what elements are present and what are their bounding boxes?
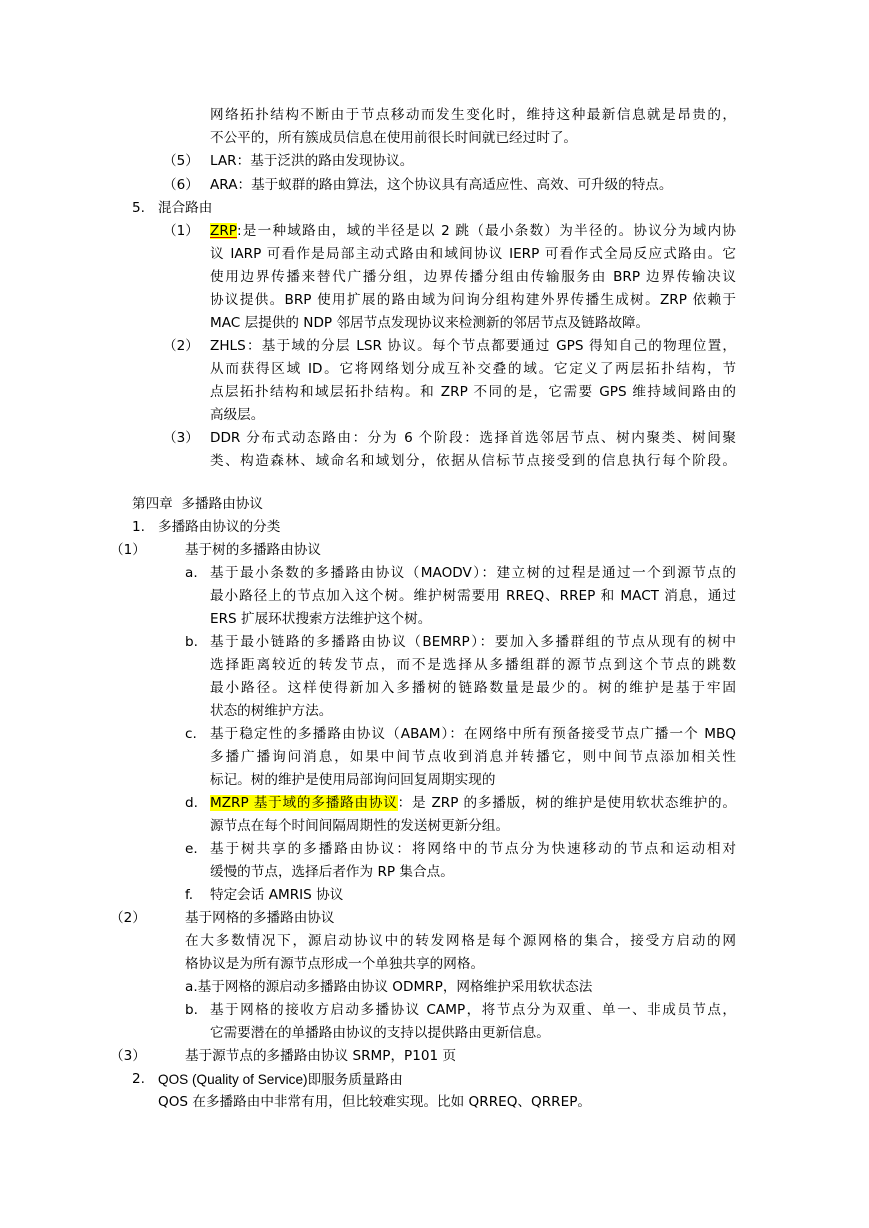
paragraph-line: 多播广播询问消息，如果中间节点收到消息并转播它，则中间节点添加相关性 bbox=[210, 749, 736, 765]
paragraph-line: 点层拓扑结构和域层拓扑结构。和 ZRP 不同的是，它需要 GPS 维持域间路由的 bbox=[210, 384, 736, 400]
list-letter: f. bbox=[185, 887, 194, 903]
paragraph-line: 缓慢的节点，选择后者作为 RP 集合点。 bbox=[210, 864, 454, 880]
paragraph-line: 源节点在每个时间间隔周期性的发送树更新分组。 bbox=[210, 818, 510, 834]
paragraph-line: 标记。树的维护是使用局部询问回复周期实现的 bbox=[210, 772, 496, 788]
section-number: 5. bbox=[132, 200, 145, 216]
list-number: （2） bbox=[110, 910, 146, 926]
list-letter: b. bbox=[185, 634, 198, 650]
paragraph-line: 网络拓扑结构不断由于节点移动而发生变化时，维持这种最新信息就是昂贵的， bbox=[210, 107, 736, 123]
paragraph-line: 类、构造森林、域命名和域划分，依据从信标节点接受到的信息执行每个阶段。 bbox=[210, 453, 736, 469]
paragraph-line: 状态的树维护方法。 bbox=[210, 703, 333, 719]
section-number: 2. bbox=[132, 1071, 145, 1087]
list-number: （1） bbox=[110, 542, 146, 558]
paragraph-line: 特定会话 AMRIS 协议 bbox=[210, 887, 344, 903]
list-number: （3） bbox=[163, 430, 199, 446]
paragraph-line: DDR 分布式动态路由：分为 6 个阶段：选择首选邻居节点、树内聚类、树间聚 bbox=[210, 430, 736, 446]
list-item-lar: LAR：基于泛洪的路由发现协议。 bbox=[210, 153, 414, 169]
paragraph-line: 议 IARP 可看作是局部主动式路由和域间协议 IERP 可看作式全局反应式路由。它 bbox=[210, 246, 736, 262]
paragraph-line: 在大多数情况下，源启动协议中的转发网格是每个源网格的集合，接受方启动的网 bbox=[185, 933, 736, 949]
mzrp-highlight: MZRP 基于域的多播路由协议 bbox=[210, 795, 398, 811]
list-number: （6） bbox=[163, 177, 199, 193]
paragraph-line: 基于稳定性的多播路由协议（ABAM）：在网络中所有预备接受节点广播一个 MBQ bbox=[210, 726, 736, 742]
section-heading: 混合路由 bbox=[158, 200, 213, 216]
paragraph-line: 不公平的，所有簇成员信息在使用前很长时间就已经过时了。 bbox=[210, 130, 578, 146]
chapter-heading: 第四章 多播路由协议 bbox=[132, 496, 263, 512]
paragraph-line: ERS 扩展环状搜索方法维护这个树。 bbox=[210, 611, 432, 627]
list-letter: d. bbox=[185, 795, 198, 811]
list-number: （2） bbox=[163, 338, 199, 354]
paragraph-line: QOS 在多播路由中非常有用，但比较难实现。比如 QRREQ、QRREP。 bbox=[158, 1094, 591, 1110]
section-heading: QOS (Quality of Service)即服务质量路由 bbox=[158, 1072, 403, 1087]
paragraph-line: 高级层。 bbox=[210, 407, 265, 423]
paragraph-line: 基于最小条数的多播路由协议（MAODV）：建立树的过程是通过一个到源节点的 bbox=[210, 565, 736, 581]
list-letter: c. bbox=[185, 726, 197, 742]
paragraph-line: a.基于网格的源启动多播路由协议 ODMRP，网格维护采用软状态法 bbox=[185, 979, 593, 995]
paragraph-line: 基于网格的接收方启动多播协议 CAMP，将节点分为双重、单一、非成员节点， bbox=[210, 1002, 736, 1018]
subsection-heading: 基于源节点的多播路由协议 SRMP，P101 页 bbox=[185, 1048, 457, 1064]
paragraph-line: 使用边界传播来替代广播分组，边界传播分组由传输服务由 BRP 边界传输决议 bbox=[210, 269, 736, 285]
mzrp-rest: ：是 ZRP 的多播版，树的维护是使用软状态维护的。 bbox=[397, 795, 736, 811]
subsection-heading: 基于树的多播路由协议 bbox=[185, 542, 321, 558]
list-letter: e. bbox=[185, 841, 198, 857]
zrp-first-line bbox=[210, 220, 736, 243]
list-letter: a. bbox=[185, 565, 198, 581]
paragraph-line: MAC 层提供的 NDP 邻居节点发现协议来检测新的邻居节点及链路故障。 bbox=[210, 315, 650, 331]
paragraph-line: 协议提供。BRP 使用扩展的路由域为问询分组构建外界传播生成树。ZRP 依赖于 bbox=[210, 292, 736, 308]
zrp-highlight: ZRP bbox=[210, 223, 237, 239]
list-number: （5） bbox=[163, 153, 199, 169]
list-item-ara: ARA：基于蚁群的路由算法，这个协议具有高适应性、高效、可升级的特点。 bbox=[210, 177, 673, 193]
subsection-heading: 基于网格的多播路由协议 bbox=[185, 910, 335, 926]
mzrp-first-line bbox=[210, 792, 736, 815]
paragraph-line: 它需要潜在的单播路由协议的支持以提供路由更新信息。 bbox=[210, 1025, 550, 1041]
list-number: （3） bbox=[110, 1048, 146, 1064]
zrp-rest: :是一种域路由，域的半径是以 2 跳（最小条数）为半径的。协议分为域内协 bbox=[236, 223, 736, 239]
paragraph-line: 最小路径。这样使得新加入多播树的链路数量是最少的。树的维护是基于牢固 bbox=[210, 680, 736, 696]
paragraph-line: 基于树共享的多播路由协议：将网络中的节点分为快速移动的节点和运动相对 bbox=[210, 841, 736, 857]
paragraph-line: 格协议是为所有源节点形成一个单独共享的网格。 bbox=[185, 956, 485, 972]
paragraph-line: 基于最小链路的多播路由协议（BEMRP）：要加入多播群组的节点从现有的树中 bbox=[210, 634, 736, 650]
section-number: 1. bbox=[132, 519, 145, 535]
list-number: （1） bbox=[163, 223, 199, 239]
paragraph-line: 从而获得区域 ID。它将网络划分成互补交叠的域。它定义了两层拓扑结构，节 bbox=[210, 361, 736, 377]
section-heading: 多播路由协议的分类 bbox=[158, 519, 281, 535]
paragraph-line: ZHLS：基于域的分层 LSR 协议。每个节点都要通过 GPS 得知自己的物理位置， bbox=[210, 338, 736, 354]
paragraph-line: 选择距离较近的转发节点，而不是选择从多播组群的源节点到这个节点的跳数 bbox=[210, 657, 736, 673]
paragraph-line: 最小路径上的节点加入这个树。维护树需要用 RREQ、RREP 和 MACT 消息，通过 bbox=[210, 588, 736, 604]
list-letter: b. bbox=[185, 1002, 198, 1018]
